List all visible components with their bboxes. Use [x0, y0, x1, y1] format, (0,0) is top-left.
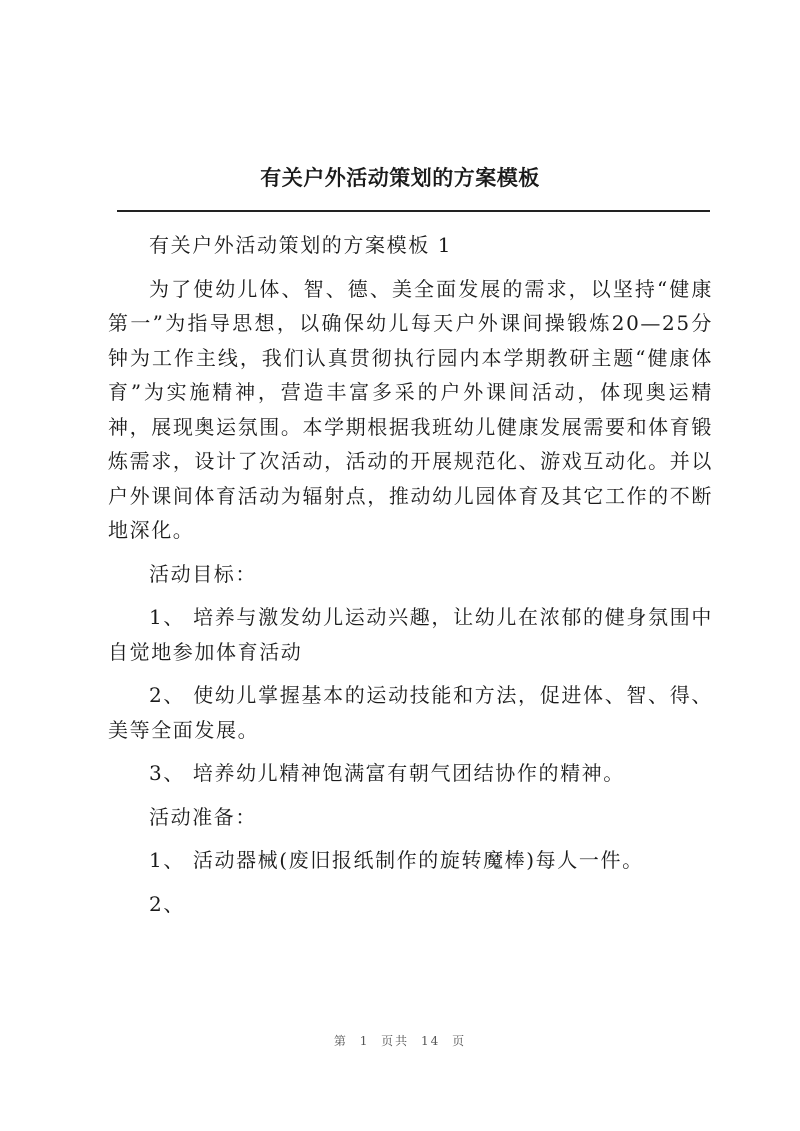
goal-item-3: 3、 培养幼儿精神饱满富有朝气团结协作的精神。 [149, 761, 625, 785]
goals-heading: 活动目标： [149, 561, 257, 586]
preparation-item-1: 1、 活动器械(废旧报纸制作的旋转魔棒)每人一件。 [149, 848, 644, 872]
goal-item-2: 2、 使幼儿掌握基本的运动技能和方法，促进体、智、得、美等全面发展。 [108, 683, 713, 742]
goal-item-1: 1、 培养与激发幼儿运动兴趣，让幼儿在浓郁的健身氛围中自觉地参加体育活动 [108, 605, 713, 664]
intro-paragraph: 为了使幼儿体、智、德、美全面发展的需求，以坚持“健康第一”为指导思想，以确保幼儿每天户外课间操锻炼20—25分钟为工作主线，我们认真贯彻执行园内本学期教研主题“健康体育”为实施精神，营造丰富多采的户外课间活动，体现奥运精神，展现奥运氛围。本学期根据我班幼儿健康发展需要和体育锻炼需求，设计了次活动，活动的开展规范化、游戏互动化。并以户外课间体育活动为辐射点，推动幼儿园体育及其它工作的不断地深化。 [108, 276, 713, 542]
section-heading: 有关户外活动策划的方案模板 1 [149, 233, 453, 257]
preparation-heading: 活动准备： [149, 804, 257, 829]
title-divider [117, 210, 710, 212]
page-footer: 第 1 页共 14 页 [333, 1034, 467, 1048]
preparation-item-2: 2、 [149, 891, 185, 916]
document-title: 有关户外活动策划的方案模板 [260, 165, 540, 190]
document-body [108, 228, 713, 930]
